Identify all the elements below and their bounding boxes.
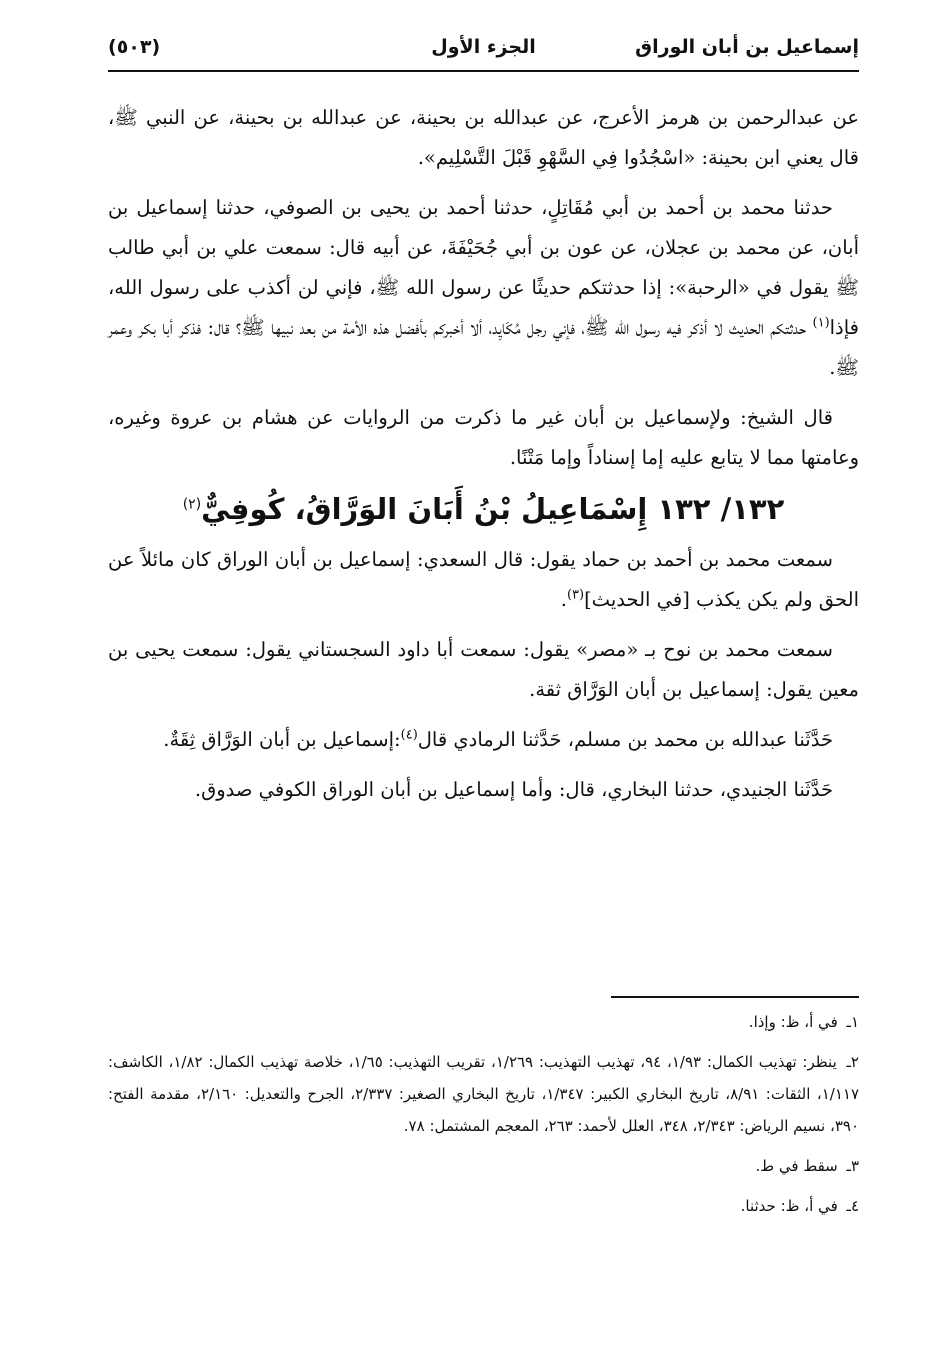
paragraph: سمعت محمد بن أحمد بن حماد يقول: قال السعدي: إسماعيل بن أبان الوراق كان مائلاً عن الحق ولم يكن يكذب [في الحديث]$^{(٣)}$. <box>108 548 859 611</box>
footnote: ١ـ في أ، ظ: وإذا. <box>748 1013 859 1031</box>
part-label: الجزء الأول <box>431 36 536 58</box>
paragraph: سمعت محمد بن نوح بـ «مصر» يقول: سمعت أبا داود السجستاني يقول: سمعت يحيى بن معين يقول: إسماعيل بن أبان الوَرَّاق ثقة. <box>108 638 859 701</box>
book-title: إسماعيل بن أبان الوراق <box>635 36 859 58</box>
paragraph: قال الشيخ: ولإسماعيل بن أبان غير ما ذكرت من الروايات عن هشام بن عروة وغيره، وعامتها مما لا يتابع عليه إما إسناداً وإما مَتْنًا. <box>108 406 859 469</box>
paragraph: عن عبدالرحمن بن هرمز الأعرج، عن عبدالله بن بحينة، عن عبدالله بن بحينة، عن النبي ﷺ، قال يعني ابن بحينة: «اسْجُدُوا فِي السَّهْوِ قَبْلَ التَّسْلِيم». <box>108 106 859 169</box>
main-text <box>108 98 859 820</box>
footnote-ref[interactable]: (٤) <box>400 727 418 743</box>
running-header <box>108 30 859 66</box>
page-number: (٥٠٣) <box>108 36 161 58</box>
paragraph: حَدَّثَنا عبدالله بن محمد بن مسلم، حَدَّثنا الرمادي قال$^{(٤)}$:إسماعيل بن أبان الوَرَّاق ثِقَةٌ. <box>163 727 833 751</box>
footnote: ٣ـ سقط في ط. <box>755 1157 859 1175</box>
paragraph: حدثنا محمد بن أحمد بن أبي مُقَاتِلٍ، حدثنا أحمد بن يحيى بن الصوفي، حدثنا إسماعيل بن أبان، عن محمد بن عجلان، عن عون بن أبي جُحَيْفَةَ، عن أبيه قال: سمعت علي بن أبي طالب ﷺ يقول في «الرحبة»: إذا حدثتكم حديثًا عن رسول الله ﷺ، فإني لن أكذب على رسول الله، فإذا$^{(١)}$ حدثتكم الحديث لا أذكر فيه رسول الله ﷺ، فإني رجل مُكَايِد، ألا أخبركم بأفضل هذه الأمة من بعد نبيها ﷺ؟ قال: فذكر أبا بكر وعمر ﷺ. <box>108 196 860 379</box>
footnote: ٢ـ ينظر: تهذيب الكمال: ١/٩٣، ٩٤، تهذيب التهذيب: ١/٢٦٩، تقريب التهذيب: ١/٦٥، خلاصة تهذيب الكمال: ١/٨٢، الكاشف: ١/١١٧، الثقات: ٨/٩١، تاريخ البخاري الكبير: ١/٣٤٧، تاريخ البخاري الصغير: ٢/٣٣٧، الجرح والتعديل: ٢/١٦٠، مقدمة الفتح: ٣٩٠، نسيم الرياض: ٢/٣٤٣، ٣٤٨، العلل لأحمد: ٢٦٣، المعجم المشتمل: ٧٨. <box>108 1053 859 1135</box>
section-heading: ١٣٢/ ١٣٢ إِسْمَاعِيلُ بْنُ أَبَانَ الوَرَّاقُ، كُوفِيٌّ$^{(٢)}$ <box>182 492 785 526</box>
footnotes <box>108 1006 859 1230</box>
footnote-divider <box>611 996 859 998</box>
paragraph: حَدَّثَنا الجنيدي، حدثنا البخاري، قال: وأما إسماعيل بن أبان الوراق الكوفي صدوق. <box>194 778 833 801</box>
footnote: ٤ـ في أ، ظ: حدثنا. <box>740 1197 859 1215</box>
footnote-ref[interactable]: (٣) <box>566 587 585 603</box>
footnote-ref[interactable]: (١) <box>812 315 830 331</box>
header-divider <box>108 70 859 72</box>
footnote-ref[interactable]: (٢) <box>182 496 202 513</box>
